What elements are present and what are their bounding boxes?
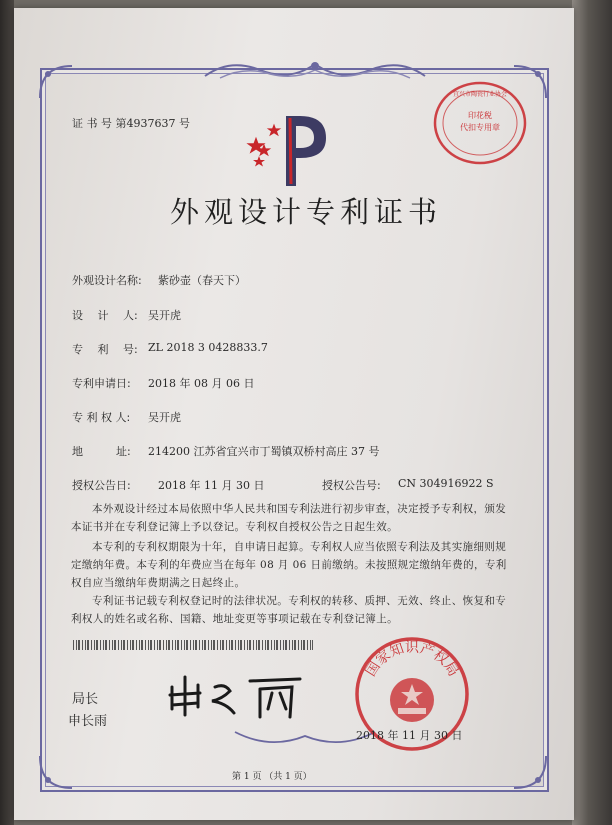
top-ornament-icon [200,56,430,82]
announce-number-label: 授权公告号: [322,479,381,492]
field-value-design-name: 紫砂壶（春天下） [158,274,246,287]
patent-office-logo-icon [244,108,342,188]
field-value-patentee: 吴开虎 [148,411,181,424]
tax-stamp [430,78,530,168]
announce-date-label: 授权公告日: [72,479,131,492]
svg-text:印花税: 印花税 [468,111,492,120]
announce-number: CN 304916922 S [398,477,494,490]
corner-ornament-icon [510,752,550,792]
field-label-patent-no: 专 利 号: [72,343,138,356]
director-title: 局长 [72,692,99,707]
field-value-patent-no: ZL 2018 3 0428833.7 [148,341,268,354]
certificate-number: 证 书 号 第4937637 号 [72,117,190,130]
field-label-design-name: 外观设计名称: [72,274,142,287]
paragraph-grant: 本外观设计经过本局依照中华人民共和国专利法进行初步审查，决定授予专利权，颁发本证书并在专利登记簿上予以登记。专利权自授权公告之日起生效。 [71,503,507,533]
paragraph-registry: 专利证书记载专利权登记时的法律状况。专利权的转移、质押、无效、终止、恢复和专利权人的姓名或名称、国籍、地址变更等事项记载在专利登记簿上。 [71,595,507,625]
book-cover-left [0,0,14,825]
field-label-application-date: 专利申请日: [72,377,131,390]
corner-ornament-icon [36,752,76,792]
svg-text:国家知识产权局: 国家知识产权局 [362,640,462,680]
paragraph-term: 本专利的专利权期限为十年，自申请日起算。专利权人应当依照专利法及其实施细则规定缴纳年费。本专利的年费应当在每年 08 月 06 日前缴纳。未按照规定缴纳年费的，专利权自应当缴纳年费期满之日起终止。 [71,541,507,589]
field-label-patentee: 专 利 权 人: [72,411,131,424]
svg-text:宜兴市陶瓷行业协会: 宜兴市陶瓷行业协会 [452,91,508,98]
field-label-address: 地 址: [72,445,131,458]
field-value-address: 214200 江苏省宜兴市丁蜀镇双桥村高庄 37 号 [148,445,380,458]
page-indicator: 第 1 页 （共 1 页） [232,772,312,782]
field-value-designer: 吴开虎 [148,309,181,322]
corner-ornament-icon [36,62,76,102]
book-cover-right [572,0,612,825]
field-value-application-date: 2018 年 08 月 06 日 [148,377,255,390]
seal-date: 2018 年 11 月 30 日 [356,729,463,742]
announce-date: 2018 年 11 月 30 日 [158,479,265,492]
barcode [73,640,313,650]
svg-text:代扣专用章: 代扣专用章 [460,123,500,132]
certificate-title: 外观设计专利证书 [169,195,442,229]
director-name: 申长雨 [68,714,108,729]
field-label-designer: 设 计 人: [72,309,138,322]
director-signature [160,665,310,725]
